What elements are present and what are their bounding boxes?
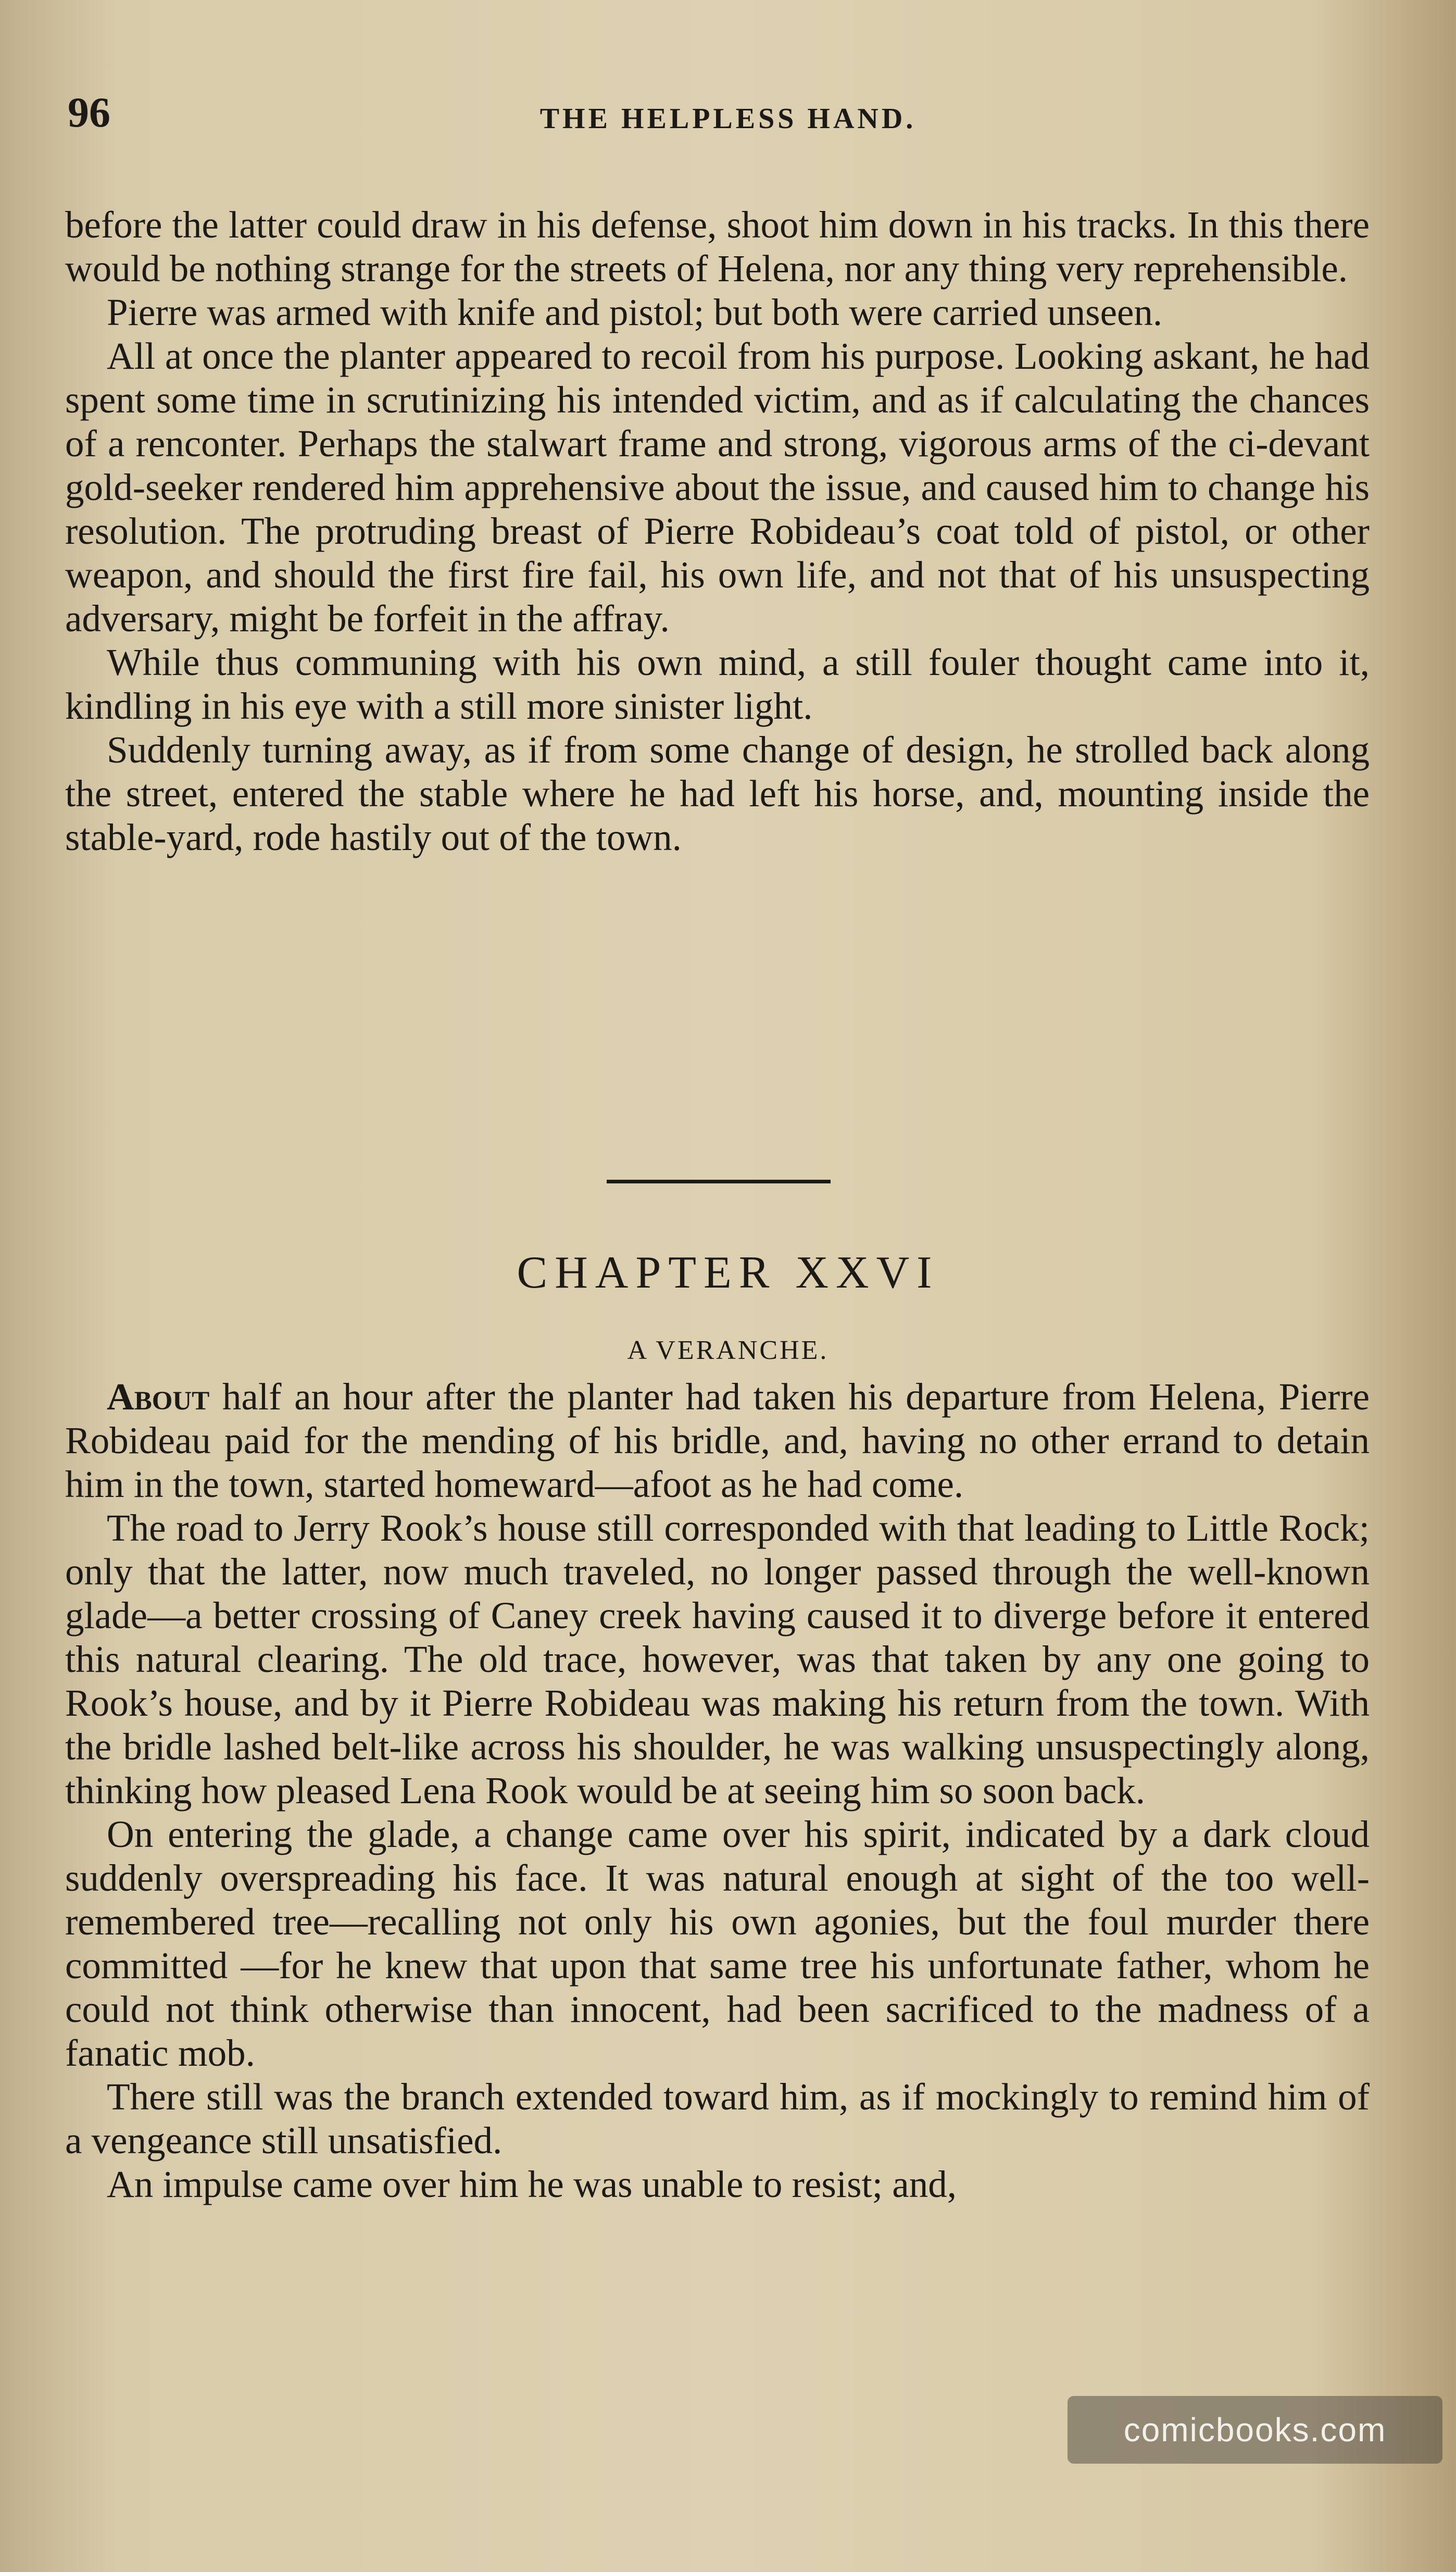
watermark: comicbooks.com [1068,2396,1442,2464]
paragraph: While thus communing with his own mind, a still fouler thought came into it, kindling in his eye with a still more sinister light. [65,641,1370,727]
paragraph: There still was the branch extended toward him, as if mockingly to remind him of a vengeance still unsatisfied. [65,2076,1370,2162]
paragraph: On entering the glade, a change came over his spirit, indicated by a dark cloud suddenly overspreading his face. It was natural enough at sight of the too well-remembered tree—recalling not only his own agonies, but the foul murder there committed —for he knew that upon that same tree his unfortunate father, whom he could not think otherwise than innocent, had been sacrificed to the madness of a fanatic mob. [65,1813,1370,2074]
paragraph: All at once the planter appeared to recoil from his purpose. Looking askant, he had spent some time in scrutinizing his intended victim, and as if calculating the chances of a renconter. Perhaps the stalwart frame and strong, vigorous arms of the ci-devant gold-seeker rendered him apprehensive about the issue, and caused him to change his resolution. The protruding breast of Pierre Robideau’s coat told of pistol, or other weapon, and should the first fire fail, his own life, and not that of his unsuspecting adversary, might be forfeit in the affray. [65,335,1370,640]
paragraph: Suddenly turning away, as if from some change of design, he strolled back along the street, entered the stable where he had left his horse, and, mounting inside the stable-yard, rode hastily out of the town. [65,729,1370,858]
chapter-subtitle: A VERANCHE. [627,1335,829,1365]
chapter-title: CHAPTER XXVI [517,1247,939,1298]
paragraph: An impulse came over him he was unable to resist; and, [107,2163,957,2205]
chapter-opening-paragraph [65,1375,1370,1506]
paragraph: Pierre was armed with knife and pistol; but both were carried unseen. [107,291,1163,333]
paragraph: before the latter could draw in his defense, shoot him down in his tracks. In this there would be nothing strange for the streets of Helena, nor any thing very reprehensible. [65,204,1370,290]
section-before-chapter [65,203,1370,859]
paragraph: The road to Jerry Rook’s house still corresponded with that leading to Little Rock; only that the latter, now much traveled, no longer passed through the well-known glade—a better crossing of Caney creek having caused it to diverge before it entered this natural clearing. The old trace, however, was that taken by any one going to Rook’s house, and by it Pierre Robideau was making his return from the town. With the bridle lashed belt-like across his shoulder, he was walking unsuspectingly along, thinking how pleased Lena Rook would be at seeing him so soon back. [65,1507,1370,1812]
running-title: THE HELPLESS HAND. [539,103,917,135]
section-after-chapter [65,1375,1370,2206]
page-number: 96 [68,89,110,136]
section-divider [607,1180,831,1183]
paragraph-text: half an hour after the planter had taken his departure from Helena, Pierre Robideau paid for the mending of his bridle, and, having no other errand to detain him in the town, started homeward—afoot as he had come. [65,1376,1370,1505]
small-caps-lead-word: About [107,1376,210,1418]
